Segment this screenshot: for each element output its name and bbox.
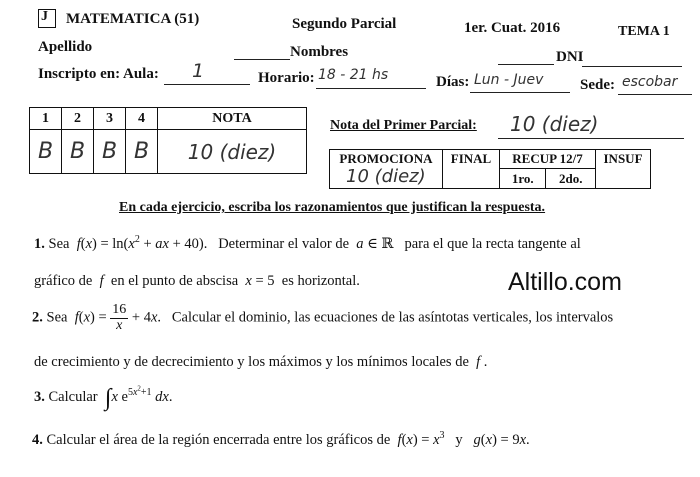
exercise-1-formula-rest: $(x) = \ln(x^2$ + ax + 40).: [80, 234, 215, 252]
first-partial-value: 10 (diez): [510, 112, 599, 136]
tema: TEMA 1: [618, 24, 670, 39]
grade-nota-value: 10 (diez): [158, 130, 307, 174]
first-partial-label: Nota del Primer Parcial:: [330, 118, 477, 133]
exercise-2-number: 2.: [32, 309, 43, 326]
exercise-1-text-b: para el que la recta tangente al: [404, 235, 581, 252]
exercise-4-and: y: [455, 431, 463, 448]
exercise-2-line2: [34, 354, 487, 371]
exercise-1-sea: Sea: [48, 235, 70, 252]
promociona-value: 10 (diez): [346, 166, 426, 187]
exercise-4: [32, 430, 530, 449]
grade-value-1: B: [30, 130, 62, 174]
exercise-4-f: $f(x) = x^3$: [397, 430, 445, 448]
exercise-1-f: f: [96, 273, 108, 289]
horario-value: 18 - 21 hs: [318, 67, 389, 83]
instruction: En cada ejercicio, escriba los razonamientos que justifican la respuesta.: [119, 200, 546, 215]
exercise-1-a-in-r: a: [352, 235, 364, 252]
exercise-1-line2: [34, 273, 360, 290]
grades-header-4: 4: [126, 108, 158, 130]
exercise-1-text-e: es horizontal.: [281, 273, 360, 289]
nombres-line: [498, 64, 554, 65]
exercise-4-text: Calcular el área de la región encerrada entre los gráficos de: [46, 431, 391, 448]
dias-line: [470, 92, 570, 93]
exercise-2-fraction: [110, 303, 128, 333]
grade-value-3: B: [94, 130, 126, 174]
dni-line: [582, 66, 682, 67]
grade-value-2: B: [62, 130, 94, 174]
sede-label: Sede:: [580, 77, 615, 93]
period: 1er. Cuat. 2016: [464, 20, 561, 36]
exercise-2-formula-left: f(x) =: [74, 309, 111, 326]
status-sub-1ro: 1ro.: [500, 169, 546, 189]
exam-title: Segundo Parcial: [292, 16, 397, 32]
exercise-2: [32, 303, 613, 333]
exercise-3-integral: ∫x $e^{5x^2+1}$ dx.: [104, 385, 173, 412]
grades-table: [29, 107, 307, 174]
status-header-recup: RECUP 12/7: [500, 150, 596, 169]
exercise-2-frac-den: x: [116, 317, 123, 333]
status-sub-2do: 2do.: [546, 169, 596, 189]
grade-value-4: B: [126, 130, 158, 174]
apellido-label: Apellido: [38, 39, 93, 55]
apellido-line: [234, 59, 290, 60]
sede-line: [618, 94, 692, 95]
exercise-1-text-d: en el punto de abscisa: [110, 273, 239, 289]
exercise-4-number: 4.: [32, 431, 43, 448]
exercise-3: [34, 385, 172, 412]
status-header-insuf: INSUF: [596, 150, 651, 189]
exercise-1-text-c: gráfico de: [34, 273, 93, 289]
status-header-final: FINAL: [443, 150, 500, 189]
exercise-4-g: g(x) = 9x.: [473, 431, 530, 448]
grades-header-3: 3: [94, 108, 126, 130]
horario-label: Horario:: [258, 70, 315, 86]
exercise-2-period: .: [483, 354, 488, 370]
exercise-3-number: 3.: [34, 389, 45, 406]
dias-label: Días:: [436, 74, 470, 90]
exercise-1-x5: x = 5: [245, 273, 279, 289]
exercise-1-text-a: Determinar el valor de: [218, 235, 350, 252]
grades-header-1: 1: [30, 108, 62, 130]
exercise-2-frac-num: 16: [112, 302, 127, 317]
exercise-3-text: Calcular: [48, 389, 98, 406]
aula-line: [164, 84, 250, 85]
horario-line: [316, 88, 426, 89]
exercise-1: [34, 234, 581, 253]
grades-header-nota: NOTA: [158, 108, 307, 130]
exercise-1-formula: f: [73, 235, 81, 252]
exercise-1-in-r-symbol: ∈ ℝ: [363, 235, 401, 252]
exercise-2-f: f: [472, 354, 484, 370]
watermark: Altillo.com: [508, 268, 622, 296]
dias-value: Lun - Juev: [474, 72, 544, 88]
first-partial-line: [498, 138, 684, 139]
code-letter: J: [41, 9, 48, 24]
status-header-promociona: PROMOCIONA: [330, 150, 443, 189]
dni-label: DNI: [556, 49, 584, 65]
grades-header-2: 2: [62, 108, 94, 130]
inscripto-label: Inscripto en: Aula:: [38, 66, 159, 82]
sede-value: escobar: [622, 74, 678, 90]
nombres-label: Nombres: [290, 44, 349, 60]
aula-value: 1: [192, 60, 205, 82]
exercise-1-number: 1.: [34, 235, 45, 252]
exercise-2-sea: Sea: [46, 309, 68, 326]
exercise-2-formula-right: + 4x.: [128, 309, 169, 326]
exercise-2-text-b: de crecimiento y de decrecimiento y los máximos y los mínimos locales de: [34, 354, 469, 370]
course-title: MATEMATICA (51): [66, 11, 200, 27]
exercise-2-text-a: Calcular el dominio, las ecuaciones de las asíntotas verticales, los intervalos: [171, 309, 614, 326]
